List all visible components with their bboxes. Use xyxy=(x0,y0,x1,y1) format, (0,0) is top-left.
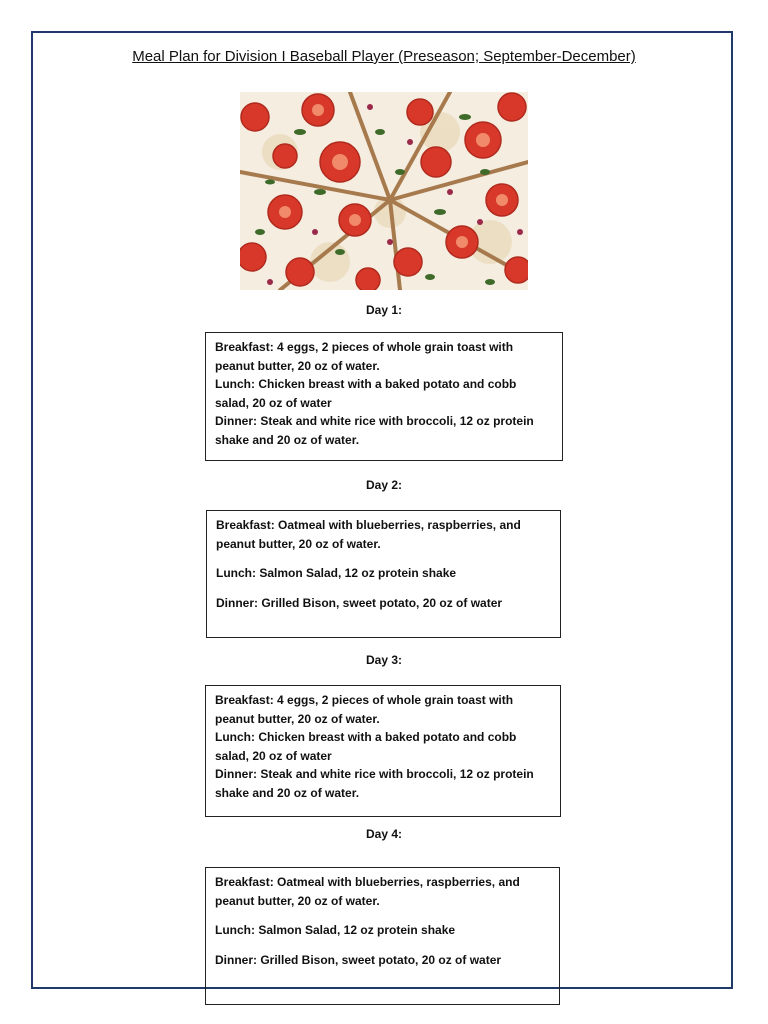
day-1-breakfast: Breakfast: 4 eggs, 2 pieces of whole grain toast with peanut butter, 20 oz of water. xyxy=(215,340,514,373)
document-title: Meal Plan for Division I Baseball Player (Preseason; September-December) xyxy=(132,48,636,65)
pizza-photo xyxy=(240,92,528,290)
day-1-label: Day 1: xyxy=(365,303,403,317)
day-3-breakfast: Breakfast: 4 eggs, 2 pieces of whole grain toast with peanut butter, 20 oz of water. xyxy=(215,693,514,726)
day-1-meal-box xyxy=(205,332,563,461)
day-3-lunch: Lunch: Chicken breast with a baked potato and cobb salad, 20 oz of water xyxy=(215,730,517,763)
day-4-meal-box xyxy=(205,867,560,1005)
day-4-breakfast: Breakfast: Oatmeal with blueberries, raspberries, and peanut butter, 20 oz of water. xyxy=(215,875,520,908)
day-2-breakfast: Breakfast: Oatmeal with blueberries, raspberries, and peanut butter, 20 oz of water. xyxy=(216,518,521,551)
day-4-dinner: Dinner: Grilled Bison, sweet potato, 20 oz of water xyxy=(215,952,502,967)
day-4-label: Day 4: xyxy=(365,827,403,841)
day-2-meal-box xyxy=(206,510,561,638)
day-1-lunch: Lunch: Chicken breast with a baked potato and cobb salad, 20 oz of water xyxy=(215,377,517,410)
day-2-lunch: Lunch: Salmon Salad, 12 oz protein shake xyxy=(216,566,457,580)
day-3-dinner: Dinner: Steak and white rice with broccoli, 12 oz protein shake and 20 oz of water. xyxy=(215,767,534,800)
day-3-meal-box xyxy=(205,685,561,817)
day-3-label: Day 3: xyxy=(365,653,403,667)
day-2-dinner: Dinner: Grilled Bison, sweet potato, 20 oz of water xyxy=(216,595,503,610)
day-2-label: Day 2: xyxy=(365,478,403,492)
day-1-dinner: Dinner: Steak and white rice with broccoli, 12 oz protein shake and 20 oz of water. xyxy=(215,414,534,447)
pizza-illustration xyxy=(240,92,528,290)
day-4-lunch: Lunch: Salmon Salad, 12 oz protein shake xyxy=(215,923,456,937)
